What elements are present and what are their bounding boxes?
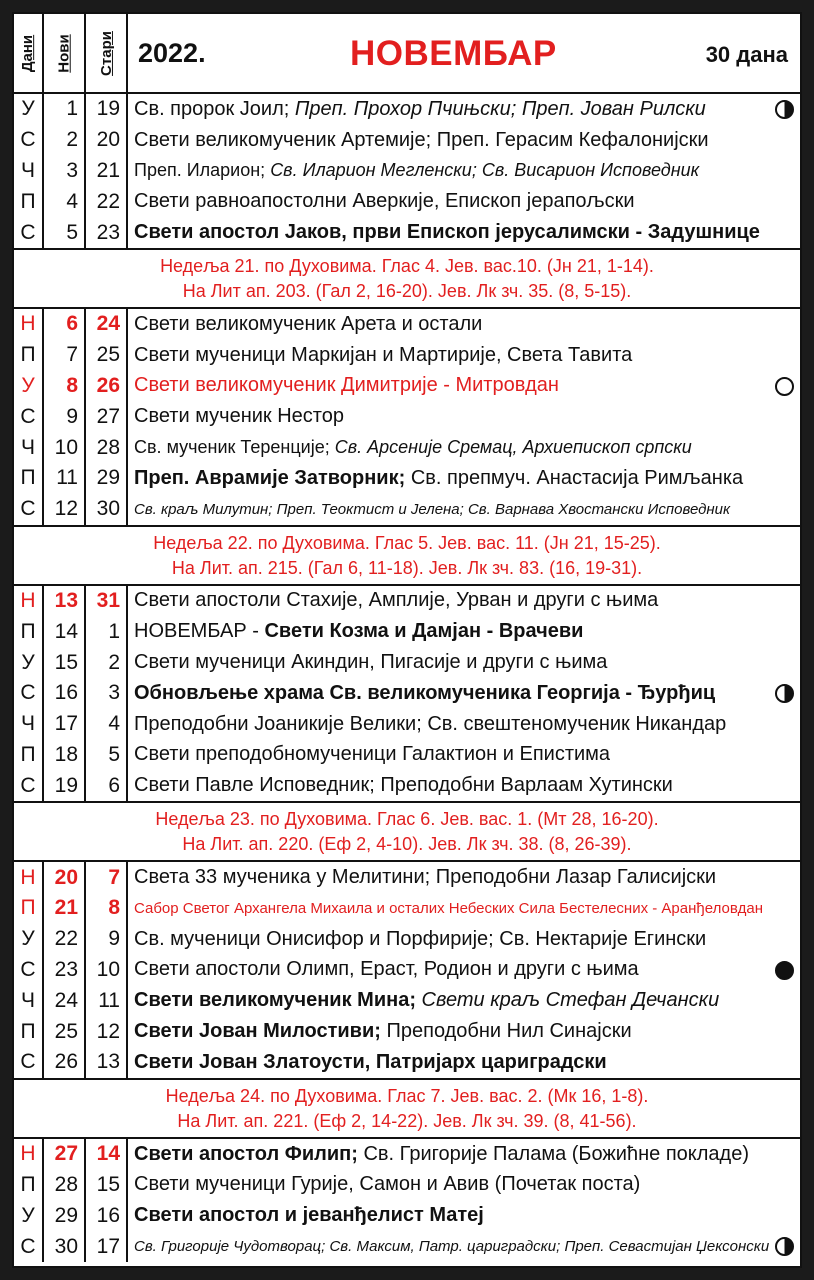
old-calendar-date: 12 [96,1019,120,1043]
new-calendar-date: 17 [54,712,78,736]
day-row [14,616,800,647]
feast-text-part: Св. Григорије Палама (Божићне покладе) [357,1142,750,1165]
feast-text-part: НОВЕМБАР - [134,620,265,643]
weekday-letter: С [20,681,36,705]
old-calendar-date: 20 [96,128,120,152]
feast-text-part: Св. пророк Јоил; [134,97,295,120]
day-row [14,955,800,986]
day-row [14,371,800,402]
feast-text-part: Свети Јован Златоусти, Патријарх цариградски [134,1050,607,1073]
moon-phase-new-icon [775,961,794,980]
new-calendar-date: 21 [54,896,78,920]
feast-text [134,740,778,771]
feast-text [134,432,778,463]
day-row [14,985,800,1016]
feast-text-part: Свети апостол Филип; [134,1142,358,1165]
old-calendar-date: 17 [96,1234,120,1258]
feast-text-part: Свети великомученик Арета и остали [134,312,483,335]
feast-text [134,371,778,402]
sunday-line: Недеља 23. по Духовима. Глас 6. Јев. вас. 1. (Мт 28, 16-20). [155,809,659,830]
month-title: НОВЕМБАР [350,34,557,73]
feast-text [134,463,778,494]
feast-text [134,1200,778,1231]
sunday-readings-3 [14,803,800,862]
weekday-letter: У [21,97,35,121]
feast-text [134,125,778,156]
old-calendar-date: 9 [108,927,120,951]
new-calendar-date: 13 [54,588,78,612]
day-row [14,1139,800,1170]
feast-text [134,1170,778,1201]
feast-text [134,156,778,187]
old-calendar-date: 2 [108,650,120,674]
weekday-letter: П [20,1019,36,1043]
week-block-1 [14,94,800,250]
week-block-3 [14,586,800,804]
new-calendar-date: 28 [54,1172,78,1196]
new-calendar-date: 18 [54,742,78,766]
feast-text-part: Преп. Иларион; [134,160,271,181]
feast-text [134,186,778,217]
day-row [14,340,800,371]
weekday-letter: П [20,619,36,643]
week-block-5 [14,1139,800,1262]
new-calendar-date: 5 [66,220,78,244]
days-column-label: Дани [19,34,37,72]
weekday-letter: Ч [21,158,35,182]
feast-text-part: Св. мученици Онисифор и Порфирије; Св. Нектарије Егински [134,927,707,950]
feast-text [134,616,778,647]
new-calendar-date: 3 [66,158,78,182]
day-row [14,1231,800,1262]
feast-text [134,309,778,340]
feast-text-part: Свети равноапостолни Аверкије, Епископ јерапољски [134,190,635,213]
day-row [14,94,800,125]
feast-text [134,401,778,432]
feast-text [134,924,778,955]
weekday-letter: У [21,650,35,674]
old-calendar-date: 15 [96,1172,120,1196]
feast-text-part: Свети Јован Милостиви; [134,1020,381,1043]
old-calendar-date: 21 [96,158,120,182]
day-row [14,862,800,893]
week-block-2 [14,309,800,527]
feast-text-part: Свети Павле Исповедник; Преподобни Варлаам Хутински [134,774,673,797]
feast-text-part: Свети апостол Јаков, први Епископ јерусалимски - Задушнице [134,221,760,244]
old-calendar-date: 4 [108,712,120,736]
weekday-letter: П [20,1172,36,1196]
weekday-letter: С [20,957,36,981]
day-row [14,740,800,771]
new-calendar-date: 22 [54,927,78,951]
old-calendar-date: 11 [98,988,120,1012]
feast-text [134,494,778,525]
moon-phase-full-icon [775,377,794,396]
old-calendar-date: 24 [96,312,120,336]
old-calendar-date: 10 [96,957,120,981]
feast-text-part: Св. Арсеније Сремац, Архиепископ српски [334,437,692,458]
old-calendar-date: 3 [108,681,120,705]
feast-text-part: Св. препмуч. Анастасија Римљанка [405,466,744,489]
sunday-line: На Лит ап. 203. (Гал 2, 16-20). Јев. Лк зч. 35. (8, 5-15). [182,280,632,301]
old-calendar-column-header [86,14,128,92]
feast-text-part: Свети Козма и Дамјан - Врачеви [264,620,584,643]
feast-text-part: Обновљење храма Св. великомученика Георгија - Ђурђиц [134,681,716,704]
weekday-letter: У [21,1203,35,1227]
weekday-letter: С [20,1050,36,1074]
day-row [14,309,800,340]
weekday-letter: С [20,404,36,428]
day-row [14,463,800,494]
new-calendar-date: 7 [66,343,78,367]
weekday-letter: Н [20,1142,36,1166]
feast-text [134,94,778,125]
old-calendar-date: 27 [96,404,120,428]
weekday-letter: С [20,128,36,152]
day-row [14,709,800,740]
feast-text [134,340,778,371]
feast-text-part: Свети великомученик Мина; [134,989,416,1012]
weekday-letter: С [20,1234,36,1258]
old-calendar-date: 13 [96,1050,120,1074]
feast-text [134,1231,778,1262]
days-column-header [14,14,44,92]
weekday-letter: П [20,896,36,920]
feast-text-part: Преп. Прохор Пчињски; Преп. Јован Рилски [294,97,706,120]
feast-text-part: Свети краљ Стефан Дечански [415,989,720,1012]
new-calendar-date: 25 [54,1019,78,1043]
feast-text-part: Свети преподобномученици Галактион и Епистима [134,743,611,766]
old-calendar-date: 26 [96,373,120,397]
sunday-readings-4 [14,1080,800,1139]
old-calendar-date: 25 [96,343,120,367]
feast-text-part: Света 33 мученика у Мелитини; Преподобни Лазар Галисијски [134,866,717,889]
old-calendar-date: 16 [96,1203,120,1227]
feast-text-part: Свети апостол и јеванђелист Матеј [134,1204,484,1227]
weekday-letter: Н [20,312,36,336]
old-calendar-date: 14 [96,1142,120,1166]
new-calendar-date: 10 [54,435,78,459]
new-calendar-date: 20 [54,865,78,889]
new-calendar-date: 14 [54,619,78,643]
weekday-letter: Ч [21,435,35,459]
new-calendar-date: 27 [54,1142,78,1166]
weekday-letter: Ч [21,712,35,736]
sunday-line: Недеља 22. по Духовима. Глас 5. Јев. вас. 11. (Јн 21, 15-25). [153,532,661,553]
new-calendar-date: 15 [54,650,78,674]
old-calendar-date: 5 [108,742,120,766]
new-calendar-date: 24 [54,988,78,1012]
new-calendar-date: 4 [66,189,78,213]
day-row [14,1047,800,1078]
sunday-line: На Лит. ап. 220. (Еф 2, 4-10). Јев. Лк зч. 38. (8, 26-39). [182,834,632,855]
day-row [14,1200,800,1231]
new-calendar-date: 19 [54,773,78,797]
old-calendar-date: 1 [108,619,120,643]
new-calendar-date: 2 [66,128,78,152]
sunday-readings-2 [14,527,800,586]
moon-phase-first-quarter-icon [775,100,794,119]
new-calendar-label: Нови [55,33,73,73]
new-calendar-date: 29 [54,1203,78,1227]
old-calendar-date: 19 [96,97,120,121]
weekday-letter: П [20,742,36,766]
feast-text [134,1139,778,1170]
new-calendar-date: 26 [54,1050,78,1074]
weekday-letter: П [20,343,36,367]
weekday-letter: Н [20,865,36,889]
old-calendar-date: 29 [96,466,120,490]
new-calendar-date: 9 [66,404,78,428]
old-calendar-date: 31 [96,588,120,612]
feast-text [134,586,778,617]
sunday-line: Недеља 24. по Духовима. Глас 7. Јев. вас. 2. (Мк 16, 1-8). [165,1085,649,1106]
day-row [14,432,800,463]
day-row [14,647,800,678]
day-row [14,924,800,955]
new-calendar-column-header [44,14,86,92]
days-count: 30 дана [705,42,788,67]
feast-text [134,985,778,1016]
new-calendar-date: 16 [54,681,78,705]
day-row [14,1170,800,1201]
old-calendar-date: 6 [108,773,120,797]
weekday-letter: П [20,189,36,213]
new-calendar-date: 1 [66,97,78,121]
weekday-letter: С [20,220,36,244]
feast-text-part: Свети мученици Маркијан и Мартирије, Света Тавита [134,343,633,366]
feast-text-part: Преп. Аврамије Затворник; [134,466,406,489]
feast-text-part: Свети великомученик Артемије; Преп. Герасим Кефалонијски [134,128,709,151]
new-calendar-date: 30 [54,1234,78,1258]
feast-text [134,893,778,924]
calendar-sheet [12,12,802,1268]
old-calendar-date: 8 [108,896,120,920]
new-calendar-date: 8 [66,373,78,397]
new-calendar-date: 23 [54,957,78,981]
feast-text [134,955,778,986]
feast-text-part: Св. мученик Теренције; [134,437,335,458]
day-row [14,125,800,156]
feast-text [134,1047,778,1078]
year-label: 2022. [138,38,206,68]
weekday-letter: Н [20,588,36,612]
weekday-letter: Ч [21,988,35,1012]
feast-text-part: Преподобни Нил Синајски [380,1020,632,1043]
weekday-letter: У [21,927,35,951]
feast-text-part: Сабор Светог Архангела Михаила и осталих Небеских Сила Бестелесних - Аранђеловдан [134,899,764,917]
feast-text-part: Св. Иларион Мегленски; Св. Висарион Исповедник [270,160,700,181]
new-calendar-date: 12 [54,497,78,521]
weekday-letter: У [21,373,35,397]
feast-text-part: Свети апостоли Стахије, Амплије, Урван и други с њима [134,589,659,612]
feast-text [134,770,778,801]
feast-text-part: Свети мученици Акиндин, Пигасије и други с њима [134,651,608,674]
feast-text-part: Свети мученици Гурије, Самон и Авив (Почетак поста) [134,1173,641,1196]
feast-text [134,217,778,248]
feast-text [134,709,778,740]
day-row [14,186,800,217]
weekday-letter: С [20,773,36,797]
day-row [14,217,800,248]
feast-text-part: Св. Григорије Чудотворац; Св. Максим, Патр. цариградски; Преп. Севастијан Џексонски [134,1238,770,1255]
new-calendar-date: 6 [66,312,78,336]
old-calendar-date: 23 [96,220,120,244]
feast-text [134,862,778,893]
sunday-line: На Лит. ап. 221. (Еф 2, 14-22). Јев. Лк зч. 39. (8, 41-56). [177,1110,637,1131]
weekday-letter: П [20,466,36,490]
old-calendar-date: 28 [96,435,120,459]
day-row [14,678,800,709]
day-row [14,586,800,617]
sunday-line: Недеља 21. по Духовима. Глас 4. Јев. вас.10. (Јн 21, 1-14). [160,255,654,276]
calendar-header [14,14,800,94]
sunday-line: На Лит. ап. 215. (Гал 6, 11-18). Јев. Лк зч. 83. (16, 19-31). [171,557,643,578]
weekday-letter: С [20,497,36,521]
day-row [14,401,800,432]
week-block-4 [14,862,800,1080]
feast-text-part: Свети великомученик Димитрије - Митровдан [134,374,559,397]
feast-text-part: Свети апостоли Олимп, Ераст, Родион и други с њима [134,958,639,981]
day-row [14,893,800,924]
day-row [14,1016,800,1047]
feast-text [134,1016,778,1047]
day-row [14,156,800,187]
feast-text [134,647,778,678]
new-calendar-date: 11 [56,466,78,490]
moon-phase-first-quarter-icon [775,684,794,703]
sunday-readings-1 [14,250,800,309]
day-row [14,770,800,801]
feast-text [134,678,778,709]
feast-text-part: Преподобни Јоаникије Велики; Св. свештеномученик Никандар [134,712,727,735]
day-row [14,494,800,525]
feast-text-part: Св. краљ Милутин; Преп. Теоктист и Јелена; Св. Варнава Хвостански Исповедник [134,500,731,518]
moon-phase-first-quarter-icon [775,1237,794,1256]
old-calendar-date: 22 [96,189,120,213]
old-calendar-date: 7 [108,865,120,889]
feast-text-part: Свети мученик Нестор [134,405,344,428]
old-calendar-date: 30 [96,497,120,521]
old-calendar-label: Стари [97,30,115,76]
